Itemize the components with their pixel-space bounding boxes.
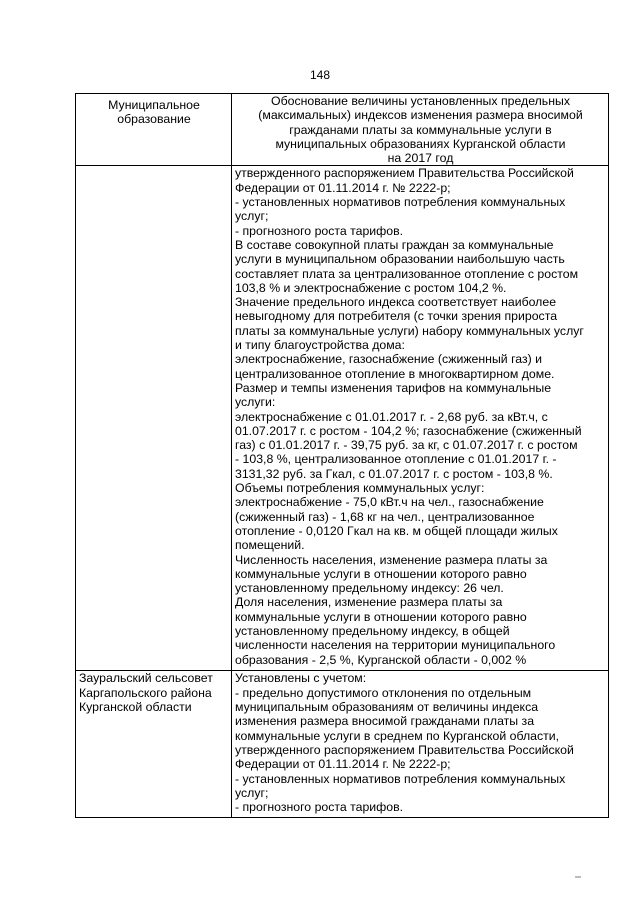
text-line: образования - 2,5 %, Курганской области - 0,002 %	[235, 652, 527, 667]
text-line: численности населения на территории муниципального	[235, 638, 556, 653]
text-line: 103,8 % и электроснабжение с ростом 104,2 %.	[235, 280, 507, 295]
justification-cell	[232, 671, 609, 818]
header-municipality-line: образование	[117, 112, 191, 127]
text-line: - установленных нормативов потребления коммунальных	[235, 771, 566, 786]
indices-table	[75, 93, 609, 818]
text-line: электроснабжение с 01.01.2017 г. - 2,68 руб. за кВт.ч, с	[235, 409, 548, 424]
text-line: утвержденного распоряжением Правительства Российской	[235, 166, 574, 181]
text-line: платы за коммунальные услуги) набору коммунальных услуг	[235, 323, 584, 338]
text-line: (сжиженный газ) - 1,68 кг на чел., централизованное	[235, 509, 535, 524]
table-header-row	[76, 94, 609, 166]
text-line: коммунальные услуги в отношении которого равно	[235, 566, 527, 581]
text-line: Значение предельного индекса соответствует наиболее	[235, 295, 557, 310]
text-line: В составе совокупной платы граждан за коммунальные	[235, 237, 554, 252]
text-line: - прогнозного роста тарифов.	[235, 800, 404, 815]
justification-cell	[232, 166, 609, 671]
text-line: установленному предельному индексу, в общей	[235, 623, 510, 638]
text-line: услуг;	[235, 785, 269, 800]
text-line: Размер и темпы изменения тарифов на коммунальные	[235, 380, 552, 395]
text-line: электроснабжение - 75,0 кВт.ч на чел., газоснабжение	[235, 495, 544, 510]
page-number: 148	[309, 68, 331, 82]
text-line: изменения размера вносимой гражданами платы за	[235, 714, 535, 729]
header-justification-line: (максимальных) индексов изменения размера вносимой	[258, 108, 583, 123]
table-row-continuation	[76, 166, 609, 671]
text-line: электроснабжение, газоснабжение (сжиженный газ) и	[235, 352, 543, 367]
header-justification-line: гражданами платы за коммунальные услуги в	[289, 122, 552, 137]
text-line: - предельно допустимого отклонения по отдельным	[235, 685, 532, 700]
text-line: услуги в муниципальном образовании наибольшую часть	[235, 252, 565, 267]
text-line: Зауральский сельсовет	[79, 671, 213, 686]
municipality-cell	[76, 671, 232, 818]
text-line: утвержденного распоряжением Правительства Российской	[235, 742, 574, 757]
text-line: Объемы потребления коммунальных услуг:	[235, 481, 485, 496]
text-line: централизованное отопление в многоквартирном доме.	[235, 366, 555, 381]
text-line: коммунальные услуги в отношении которого равно	[235, 609, 527, 624]
scan-mark	[575, 876, 581, 878]
text-line: установленному предельному индексу: 26 чел.	[235, 581, 504, 596]
text-line: 3131,32 руб. за Гкал, с 01.07.2017 г. с ростом - 103,8 %.	[235, 466, 553, 481]
table-row-zauralsky	[76, 671, 609, 818]
header-justification-line: Обоснование величины установленных предельных	[271, 94, 570, 108]
header-justification-line: муниципальных образованиях Курганской области	[275, 136, 566, 151]
text-line: Численность населения, изменение размера платы за	[235, 552, 548, 567]
text-line: 01.07.2017 г. с ростом - 104,2 %; газоснабжение (сжиженный	[235, 423, 582, 438]
text-line: составляет плата за централизованное отопление с ростом	[235, 266, 579, 281]
text-line: Каргапольского района	[79, 685, 212, 700]
municipality-cell	[76, 166, 232, 671]
text-line: - прогнозного роста тарифов.	[235, 223, 404, 238]
text-line: - установленных нормативов потребления коммунальных	[235, 195, 566, 210]
header-justification	[232, 94, 609, 166]
text-line: и типу благоустройства дома:	[235, 338, 405, 353]
header-justification-line: на 2017 год	[387, 151, 454, 166]
text-line: муниципальным образованиям от величины индекса	[235, 700, 539, 715]
text-line: Курганской области	[79, 700, 192, 715]
text-line: Федерации от 01.11.2014 г. № 2222-р;	[235, 757, 451, 772]
text-line: коммунальные услуги в среднем по Курганской области,	[235, 728, 560, 743]
text-line: Федерации от 01.11.2014 г. № 2222-р;	[235, 180, 451, 195]
text-line: помещений.	[235, 538, 305, 553]
text-line: - 103,8 %, централизованное отопление с 01.01.2017 г. -	[235, 452, 557, 467]
header-municipality-line: Муниципальное	[108, 98, 200, 112]
text-line: Доля населения, изменение размера платы за	[235, 595, 503, 610]
text-line: газ) с 01.01.2017 г. - 39,75 руб. за кг, с 01.07.2017 г. с ростом	[235, 438, 578, 453]
header-municipality	[76, 94, 232, 166]
text-line: услуг;	[235, 209, 269, 224]
text-line: услуги:	[235, 395, 276, 410]
text-line: невыгодному для потребителя (с точки зрения прироста	[235, 309, 558, 324]
text-line: отопление - 0,0120 Гкал на кв. м общей площади жилых	[235, 523, 558, 538]
text-line: Установлены с учетом:	[235, 671, 367, 686]
